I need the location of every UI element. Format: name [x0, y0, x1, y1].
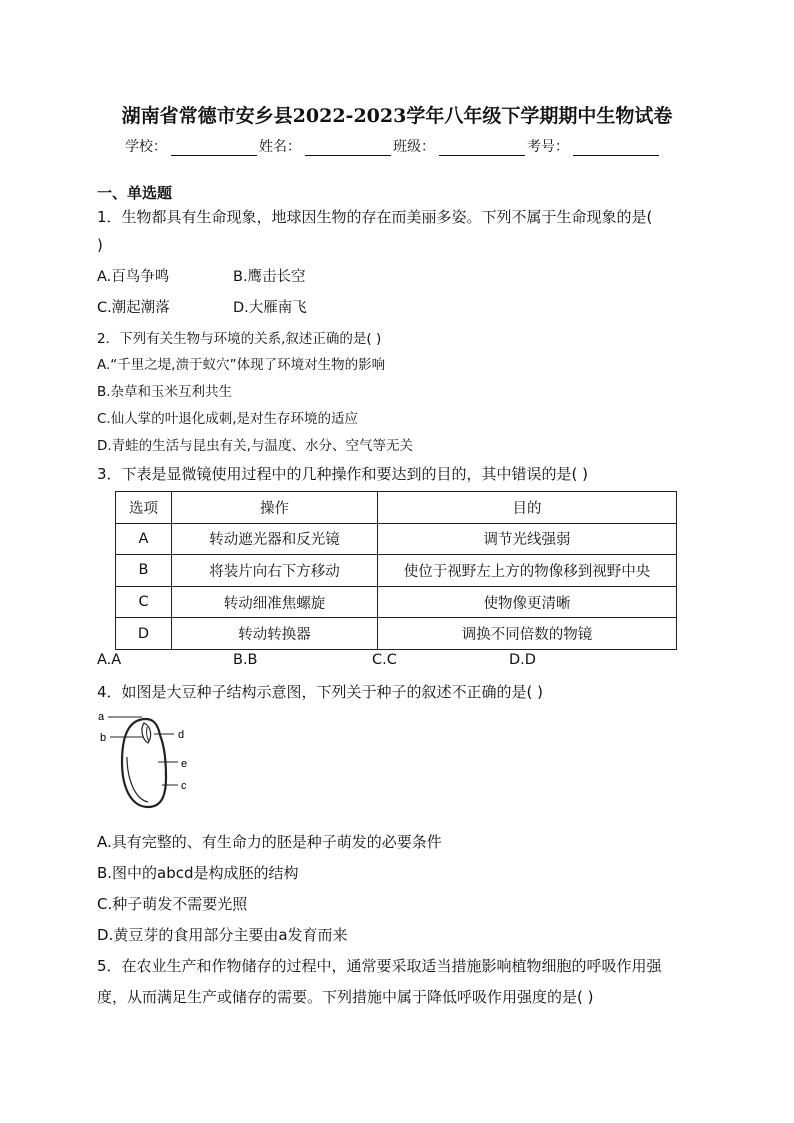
q4-stem: 4．如图是大豆种子结构示意图，下列关于种子的叙述不正确的是( ) — [97, 683, 544, 701]
label-b: b — [100, 732, 107, 744]
embryo-axis — [147, 727, 149, 741]
table-header-cell: 目的 — [378, 492, 677, 524]
q2-option-b: B.杂草和玉米互利共生 — [97, 384, 233, 400]
q5-stem-line2: 度，从而满足生产或储存的需要。下列措施中属于降低呼吸作用强度的是( ) — [97, 988, 594, 1006]
table-cell: A — [116, 523, 172, 555]
label-a: a — [98, 711, 105, 723]
q2-option-d: D.青蛙的生活与昆虫有关,与温度、水分、空气等无关 — [97, 438, 413, 454]
table-row — [116, 618, 677, 650]
q1-option-b: B.鹰击长空 — [233, 269, 306, 285]
exam-number-label: 考号： — [527, 139, 569, 155]
table-cell: 调换不同倍数的物镜 — [378, 618, 677, 650]
table-header-row — [116, 492, 677, 524]
table-cell: B — [116, 555, 172, 587]
q4-option-b: B.图中的abcd是构成胚的结构 — [97, 864, 299, 882]
q1-option-a: A.百鸟争鸣 — [97, 269, 170, 285]
table-row — [116, 586, 677, 618]
soybean-seed-figure — [98, 707, 198, 817]
table-header-cell: 操作 — [172, 492, 378, 524]
school-label: 学校： — [125, 139, 167, 155]
q4-option-a: A.具有完整的、有生命力的胚是种子萌发的必要条件 — [97, 833, 442, 851]
q5-stem-line1: 5．在农业生产和作物储存的过程中，通常要采取适当措施影响植物细胞的呼吸作用强 — [97, 957, 662, 975]
class-label: 班级： — [393, 139, 435, 155]
q3-option-d: D.D — [509, 652, 536, 668]
table-header-cell: 选项 — [116, 492, 172, 524]
exam-number-blank — [573, 141, 659, 156]
label-c: c — [181, 780, 187, 792]
table-cell: 调节光线强弱 — [378, 523, 677, 555]
q1-option-d: D.大雁南飞 — [233, 300, 307, 316]
exam-title: 湖南省常德市安乡县2022-2023学年八年级下学期期中生物试卷 — [121, 105, 673, 127]
q3-option-b: B.B — [233, 652, 258, 668]
table-cell: 使物像更清晰 — [378, 586, 677, 618]
table-cell: 转动遮光器和反光镜 — [172, 523, 378, 555]
name-blank — [305, 141, 391, 156]
table-cell: 将装片向右下方移动 — [172, 555, 378, 587]
table-row — [116, 523, 677, 555]
q4-option-c: C.种子萌发不需要光照 — [97, 895, 248, 913]
q3-option-c: C.C — [372, 652, 397, 668]
class-blank — [439, 141, 525, 156]
table-cell: 使位于视野左上方的物像移到视野中央 — [378, 555, 677, 587]
table-cell: 转动细准焦螺旋 — [172, 586, 378, 618]
q3-stem: 3．下表是显微镜使用过程中的几种操作和要达到的目的，其中错误的是( ) — [97, 465, 589, 483]
section-heading: 一、单选题 — [97, 184, 173, 202]
q2-stem: 2．下列有关生物与环境的关系,叙述正确的是( ) — [97, 331, 382, 347]
q1-option-c: C.潮起潮落 — [97, 300, 170, 316]
table-cell: C — [116, 586, 172, 618]
q2-option-c: C.仙人掌的叶退化成刺,是对生存环境的适应 — [97, 411, 359, 427]
q3-option-a: A.A — [97, 652, 122, 668]
q1-stem-line2: ) — [97, 236, 103, 254]
table-cell: D — [116, 618, 172, 650]
table-cell: 转动转换器 — [172, 618, 378, 650]
q2-option-a: A.“千里之堤,溃于蚁穴”体现了环境对生物的影响 — [97, 357, 386, 373]
school-blank — [171, 141, 257, 156]
q3-table — [115, 491, 677, 650]
name-label: 姓名： — [259, 139, 301, 155]
label-e: e — [181, 758, 188, 770]
table-row — [116, 555, 677, 587]
seed-coat-outline — [122, 719, 166, 807]
q1-stem-line1: 1．生物都具有生命现象，地球因生物的存在而美丽多姿。下列不属于生命现象的是( — [97, 208, 653, 226]
label-d: d — [178, 729, 185, 741]
q4-option-d: D.黄豆芽的食用部分主要由a发育而来 — [97, 926, 348, 944]
student-info-row — [125, 136, 661, 156]
